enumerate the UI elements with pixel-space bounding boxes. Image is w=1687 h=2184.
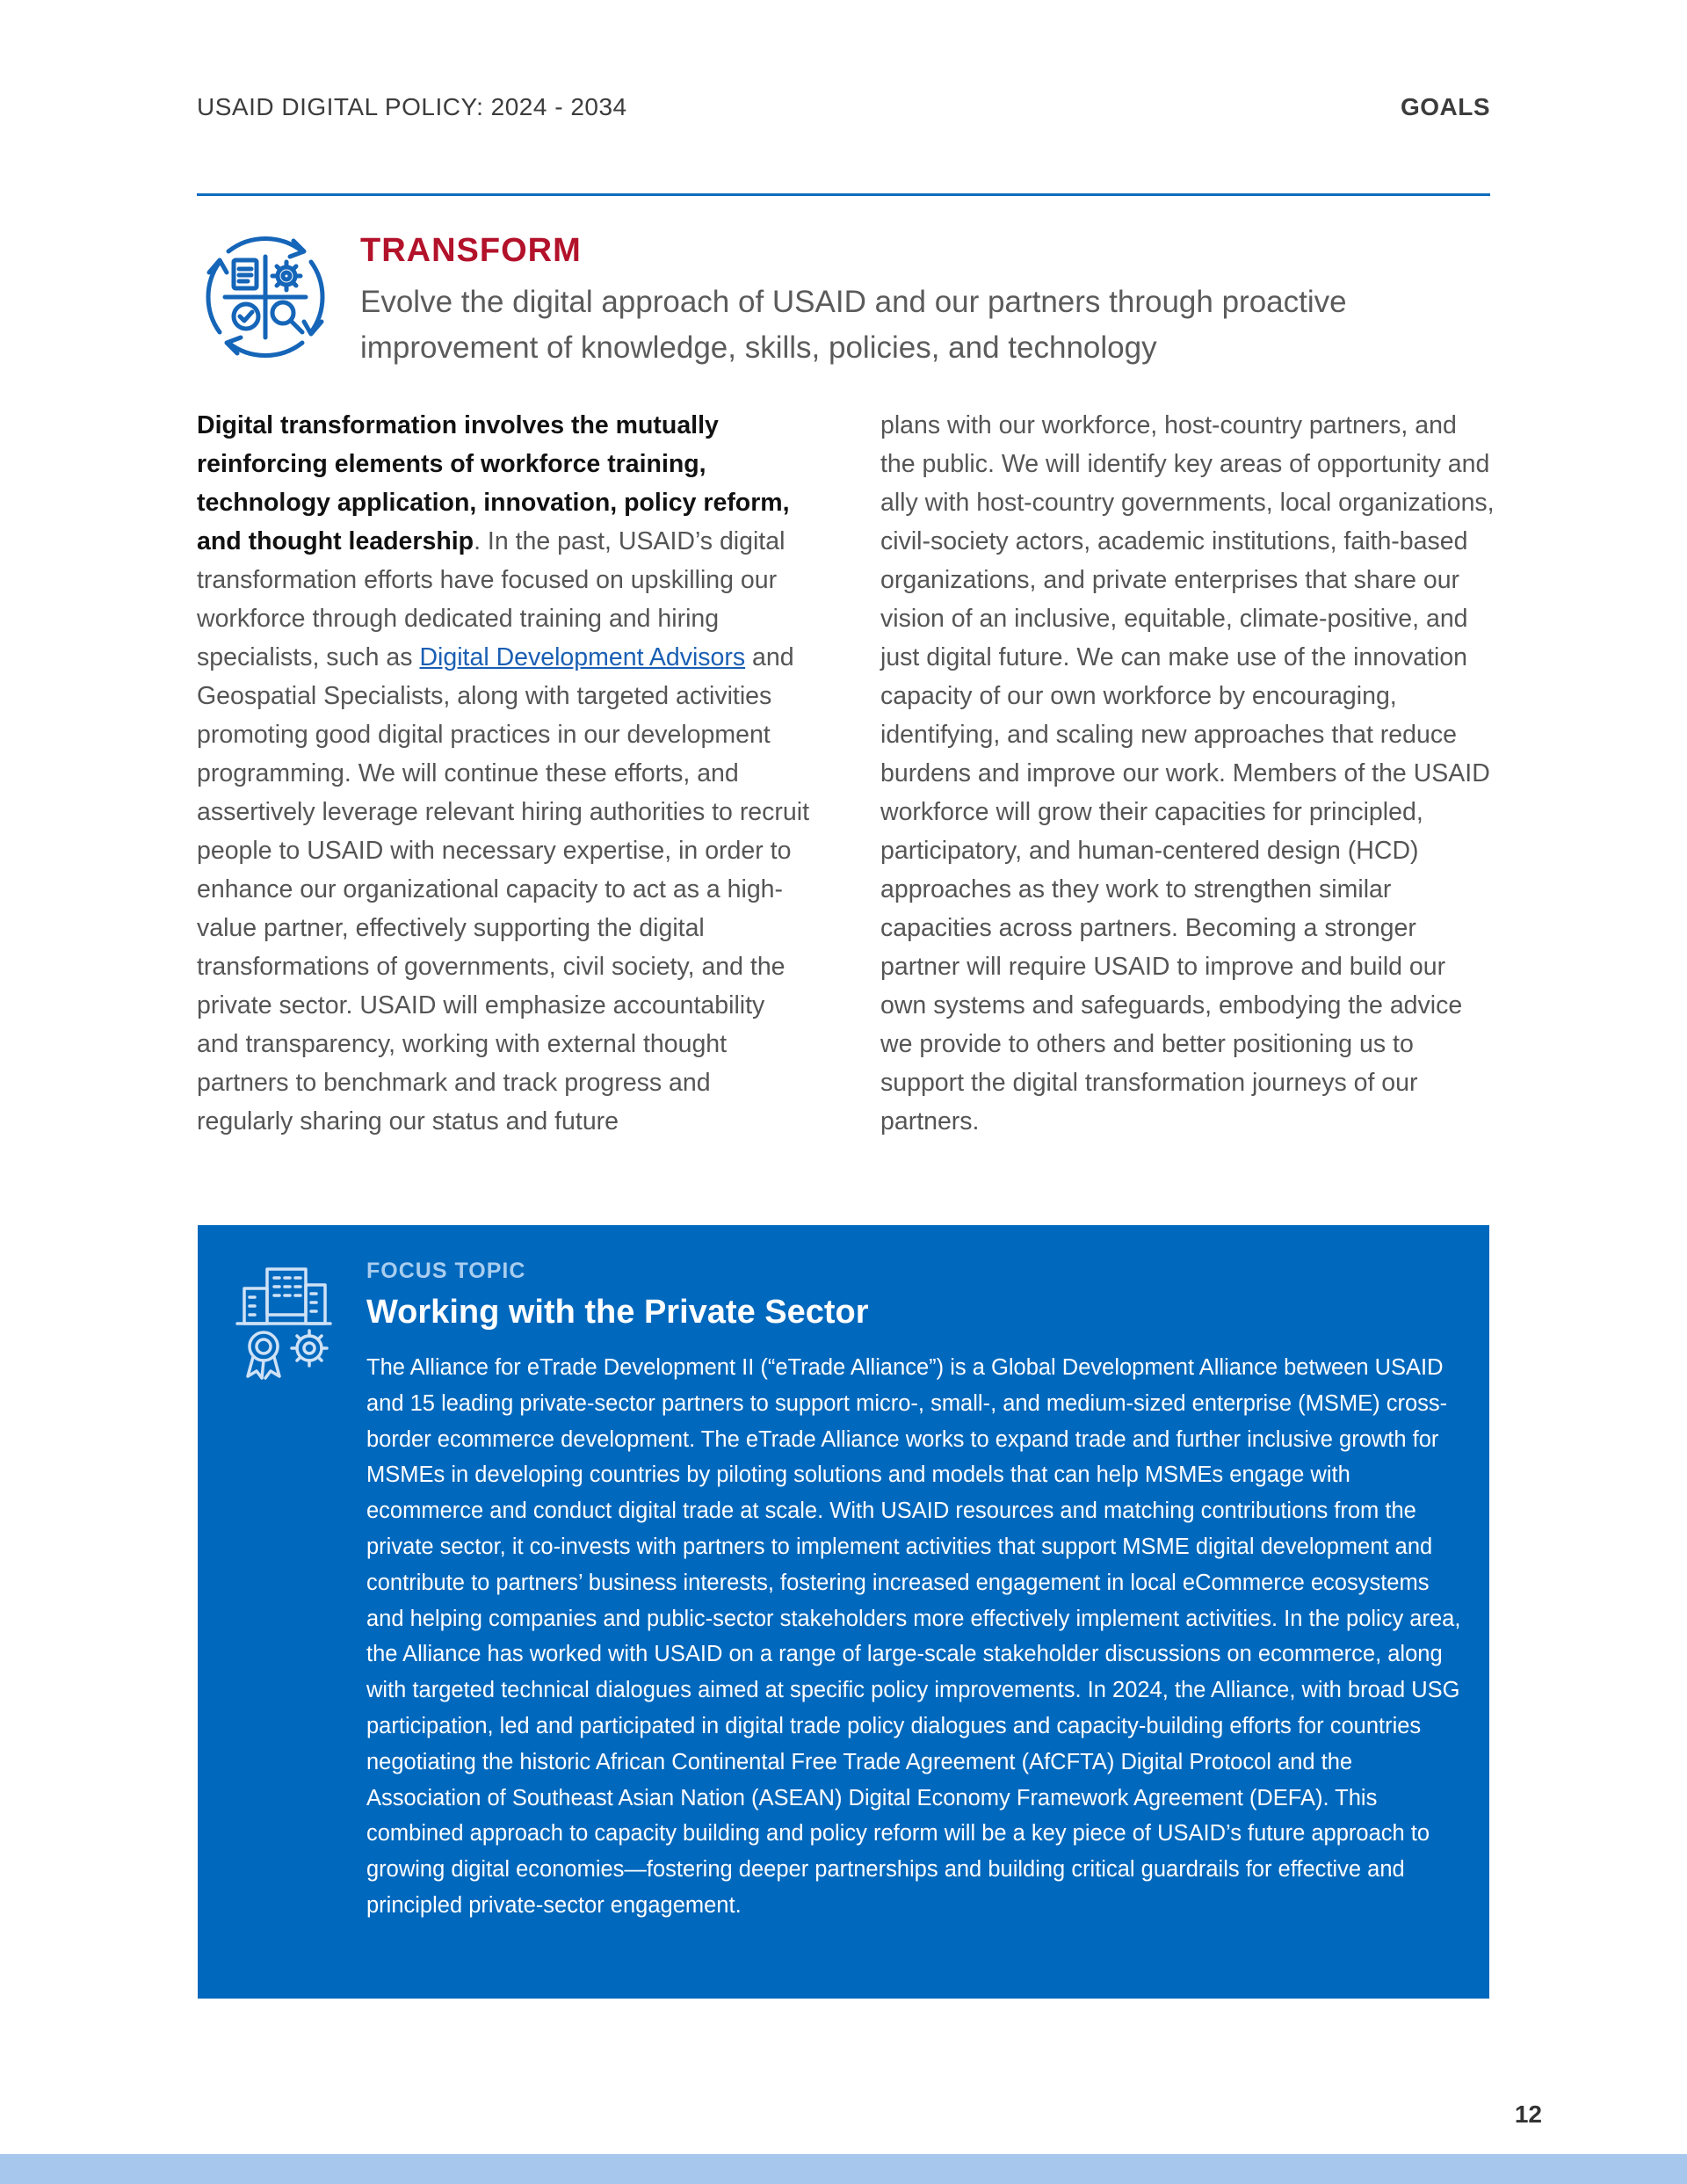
- focus-topic-body: The Alliance for eTrade Development II (“eTrade Alliance”) is a Global Development Alliance between USAID and 15 leading private-sector partners to support micro-, small-, and medium-sized enterprise (MSME) cross-border ecommerce development. The eTrade Alliance works to expand trade and further inclusive growth for MSMEs in developing countries by piloting solutions and models that can help MSMEs engage with ecommerce and conduct digital trade at scale. With USAID resources and matching contributions from the private sector, it co-invests with partners to implement activities that support MSME digital development and contribute to partners’ business interests, fostering increased engagement in local eCommerce ecosystems and helping companies and public-sector stakeholders more effectively implement activities. In the policy area, the Alliance has worked with USAID on a range of large-scale stakeholder discussions on ecommerce, along with targeted technical dialogues aimed at specific policy improvements. In 2024, the Alliance, with broad USG participation, led and participated in digital trade policy dialogues and capacity-building efforts for countries negotiating the historic African Continental Free Trade Agreement (AfCFTA) Digital Protocol and the Association of Southeast Asian Nation (ASEAN) Digital Economy Framework Agreement (DEFA). This combined approach to capacity building and policy reform will be a key piece of USAID’s future approach to growing digital economies—fostering deeper partnerships and building critical guardrails for effective and principled private-sector engagement.: [366, 1355, 1461, 1918]
- focus-topic-label: FOCUS TOPIC: [366, 1259, 526, 1283]
- digital-development-advisors-link[interactable]: Digital Development Advisors: [419, 643, 746, 671]
- section-title: TRANSFORM: [360, 232, 582, 269]
- body-text-part2: and Geospatial Specialists, along with targeted activities promoting good digital practices in our development programming. We will continue these efforts, and assertively leverage relevant hiring authorities to recruit people to USAID with necessary expertise, in order to enhance our organizational capacity to act as a high-value partner, effectively supporting the digital transformations of governments, civil society, and the private sector. USAID will emphasize accountability and transparency, working with external thought partners to benchmark and track progress and regularly sharing our status and future: [197, 643, 809, 1136]
- body-text-part1: . In the past, USAID’s digital transformation efforts have focused on upskilling our workforce through dedicated training and hiring specialists, such as: [197, 527, 786, 671]
- body-column-right: [880, 406, 1495, 1141]
- document-title: USAID DIGITAL POLICY: 2024 - 2034: [197, 93, 627, 120]
- body-text-right: plans with our workforce, host-country partners, and the public. We will identify key areas of opportunity and ally with host-country governments, local organizations, civil-society actors, academic institutions, faith-based organizations, and private enterprises that share our vision of an inclusive, equitable, climate-positive, and just digital future. We can make use of the innovation capacity of our own workforce by encouraging, identifying, and scaling new approaches that reduce burdens and improve our work. Members of the USAID workforce will grow their capacities for principled, participatory, and human-centered design (HCD) approaches as they work to strengthen similar capacities across partners. Becoming a stronger partner will require USAID to improve and build our own systems and safeguards, embodying the advice we provide to others and better positioning us to support the digital transformation journeys of our partners.: [880, 411, 1495, 1136]
- body-lead-bold: Digital transformation involves the mutually reinforcing elements of workforce training, technology application, innovation, policy reform, and thought leadership: [197, 411, 790, 555]
- section-subtitle: Evolve the digital approach of USAID and our partners through proactive improvement of knowledge, skills, policies, and technology: [360, 285, 1347, 365]
- document-gear-check-magnifier-cycle-icon: [195, 227, 336, 367]
- body-column-left: [197, 406, 812, 1141]
- focus-topic-title: Working with the Private Sector: [366, 1294, 869, 1331]
- buildings-gears-award-icon: [235, 1266, 341, 1380]
- section-name: GOALS: [1400, 93, 1490, 120]
- footer-bar: [0, 2154, 1687, 2184]
- page-number: 12: [1514, 2101, 1542, 2128]
- header-divider: [197, 193, 1490, 196]
